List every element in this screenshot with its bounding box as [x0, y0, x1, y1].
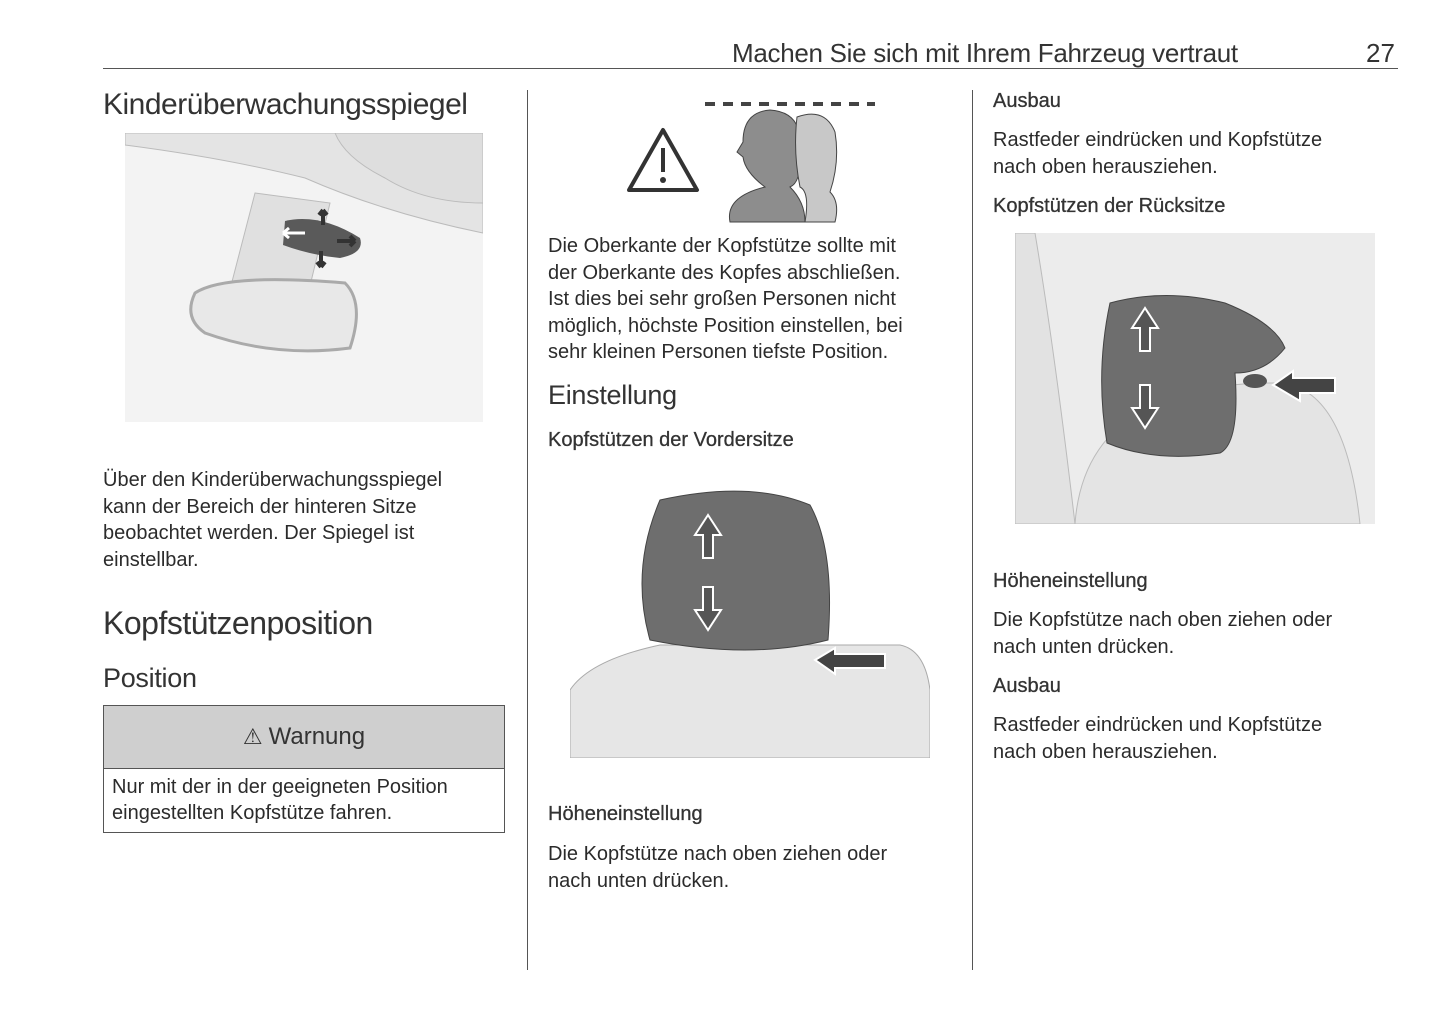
heading-position: Position	[103, 663, 197, 693]
warning-text: Nur mit der in der geeigneten Position eingestellten Kopfstütze fahren.	[112, 776, 448, 824]
heading-height-adjust-rear: Höheneinstellung	[993, 570, 1148, 592]
position-description: Die Oberkante der Kopfstütze sollte mit der Oberkante des Kopfes abschließen. Ist dies bei sehr großen Personen nicht möglich, höchste Position einstellen, bei sehr kleinen Personen tiefste Position.	[548, 235, 903, 363]
heading-ausbau-2: Ausbau	[993, 675, 1061, 697]
height-description-rear: Die Kopfstütze nach oben ziehen oder nach unten drücken.	[993, 609, 1333, 658]
heading-front-headrests: Kopfstützen der Vordersitze	[548, 429, 794, 451]
heading-height-adjust-front: Höheneinstellung	[548, 803, 703, 825]
mirror-description: Über den Kinderüberwachungsspiegel kann der Bereich der hinteren Sitze beobachtet werden. Der Spiegel ist einstellbar.	[103, 469, 443, 571]
rearview-mirror-icon	[125, 133, 483, 422]
chapter-title: Machen Sie sich mit Ihrem Fahrzeug vertraut	[732, 38, 1238, 68]
warning-triangle-icon: ⚠	[242, 724, 263, 749]
mirror-illustration	[125, 133, 483, 422]
head-silhouette-icon	[729, 110, 836, 222]
warning-box	[103, 705, 505, 833]
headrest-warning-illustration	[625, 92, 875, 227]
rear-headrest-illustration	[1015, 233, 1375, 524]
warning-triangle-icon	[629, 130, 697, 190]
heading-mirror: Kinderüberwachungsspiegel	[103, 88, 468, 121]
page-number: 27	[1366, 38, 1395, 68]
heading-einstellung: Einstellung	[548, 380, 677, 410]
front-headrest-illustration	[570, 490, 930, 758]
column-divider-2	[972, 90, 973, 970]
ausbau-description-1: Rastfeder eindrücken und Kopfstütze nach oben herausziehen.	[993, 129, 1323, 178]
heading-rear-headrests: Kopfstützen der Rücksitze	[993, 195, 1226, 217]
column-divider-1	[527, 90, 528, 970]
ausbau-description-2: Rastfeder eindrücken und Kopfstütze nach oben herausziehen.	[993, 714, 1323, 763]
height-description-front: Die Kopfstütze nach oben ziehen oder nach unten drücken.	[548, 843, 888, 892]
heading-ausbau-1: Ausbau	[993, 90, 1061, 112]
header-divider	[103, 68, 1398, 69]
heading-headrest-position: Kopfstützenposition	[103, 605, 373, 641]
warning-header	[104, 706, 504, 769]
warning-title: Warnung	[268, 723, 366, 750]
